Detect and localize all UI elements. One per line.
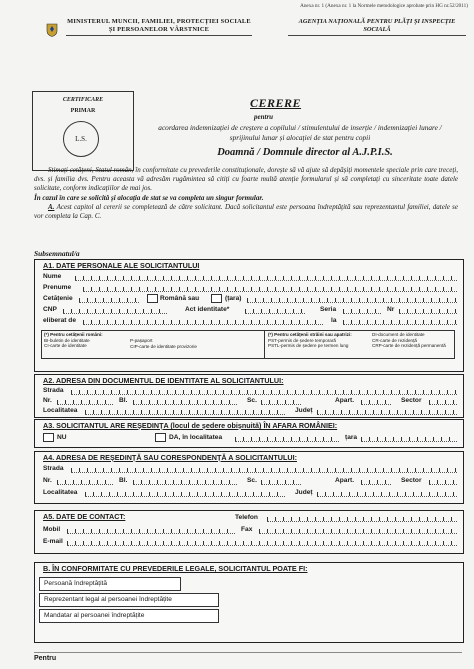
agency-header (288, 18, 466, 36)
option-persoana-label: Persoană îndreptățită (44, 580, 108, 587)
a4-localitatea-field[interactable] (85, 489, 285, 497)
legend-straini-title: (*) Pentru cetățenii străini sau apatrizi: (268, 332, 352, 337)
eliberat-data-field[interactable] (343, 317, 457, 325)
a2-strada-field[interactable] (71, 387, 457, 395)
form-title-pentru: pentru (254, 113, 274, 121)
ministry-name: MINISTERUL MUNCII, FAMILIEI, PROTECȚIEI SOCIALE ȘI PERSOANELOR VÂRSTNICE (67, 18, 251, 33)
legend-divider (264, 331, 265, 358)
section-a4-title: A4. ADRESA DE REȘEDINȚĂ SAU CORESPONDENȚĂ A SOLICITANTULUI: (43, 453, 297, 462)
cetatenie-label: Cetățenie (43, 295, 73, 302)
section-a1 (34, 259, 464, 372)
seria-label: Seria (320, 306, 337, 313)
legend-ci: CI-carte de identitate (44, 343, 87, 348)
nr-label: Nr (387, 306, 395, 313)
a4-strada-label: Strada (43, 465, 64, 472)
prenume-field[interactable] (83, 284, 457, 292)
form-title: CERERE (250, 96, 302, 110)
a2-judet-field[interactable] (317, 407, 457, 415)
option-reprezentant-box[interactable] (39, 593, 219, 607)
a3-da-label: DA, în localitatea (169, 434, 223, 441)
a4-apart-label: Apart. (335, 477, 355, 484)
section-b-title: B. ÎN CONFORMITATE CU PREVEDERILE LEGALE, SOLICITANTUL POATE FI: (43, 564, 308, 573)
act-identitate-field[interactable] (245, 306, 305, 314)
a4-judet-field[interactable] (317, 489, 457, 497)
eliberat-label: eliberat de (43, 317, 76, 324)
nume-field[interactable] (75, 273, 457, 281)
a2-localitatea-label: Localitatea (43, 407, 78, 414)
footer-pentru: Pentru (34, 652, 462, 662)
a2-apart-field[interactable] (361, 397, 391, 405)
legend-romani-title: (*) Pentru cetățenii români: (44, 332, 103, 337)
addressee: Doamnă / Domnule director al A.J.P.I.S. (217, 147, 393, 158)
option-mandatar-label: Mandatar al persoanei îndreptățite (44, 612, 145, 619)
legend-bi: BI-buletin de identitate (44, 337, 90, 343)
chapter-a-text: Acest capitol al cererii se completează de către solicitant. Dacă solicitantul este persoana îndreptățită sau reprezentantul familiei, datele se vor completa la Cap. C. (34, 202, 458, 221)
a3-tara-label: țara (345, 434, 358, 441)
telefon-field[interactable] (267, 514, 457, 522)
legend-di: DI-document de identitate (372, 332, 425, 337)
a4-localitatea-label: Localitatea (43, 489, 78, 496)
alta-tara-checkbox[interactable] (211, 294, 222, 303)
section-b (34, 562, 464, 643)
tara-label: (țara) (225, 295, 242, 302)
intro-chapter-a (34, 203, 458, 221)
form-purpose: acordarea indemnizației de creștere a copilului / stimulentului de inserție / indemnizației lunare / sprijinului lunar și alocației de stat pentru copii (158, 123, 442, 142)
a2-sector-label: Sector (401, 397, 422, 404)
seria-field[interactable] (343, 306, 381, 314)
header-rule (66, 35, 252, 36)
email-field[interactable] (67, 538, 457, 546)
certification-box (32, 91, 134, 171)
a2-judet-label: Județ (295, 407, 313, 414)
legend-pstl: PSTL-permis de ședere pe termen lung (268, 343, 349, 348)
legend-col-romani-2 (130, 338, 197, 349)
a4-strada-field[interactable] (71, 465, 457, 473)
intro-text (34, 166, 458, 221)
cnp-label: CNP (43, 306, 57, 313)
cnp-field[interactable] (63, 306, 167, 314)
intro-paragraph: Stimați cetățeni, Statul român, în conformitate cu prevederile constituționale, dorește să vă ajute să depășiți momentele speciale prin care treceți, dvs. și familia dvs. Pentru aceasta vă adresăm rugămintea să citiți cu foarte multă atenție formularul și să completați cu sinceritate toate datele solicitate, conform indicațiilor de mai jos. (34, 166, 458, 193)
email-label: E-mail (43, 538, 63, 545)
tara-field[interactable] (247, 295, 457, 303)
coat-of-arms-icon (46, 23, 58, 37)
intro-note: În cazul în care se solicită și alocația de stat se va completa un singur formular. (34, 193, 264, 202)
a4-bl-label: Bl. (119, 477, 128, 484)
a3-localitatea-field[interactable] (235, 434, 339, 442)
a2-apart-label: Apart. (335, 397, 355, 404)
fax-label: Fax (241, 526, 253, 533)
section-a1-title: A1. DATE PERSONALE ALE SOLICITANTULUI (43, 261, 200, 270)
certification-title: CERTIFICARE (62, 97, 104, 103)
a4-sc-field[interactable] (261, 477, 301, 485)
a2-nr-field[interactable] (57, 397, 113, 405)
seal-text: L.S. (75, 135, 87, 143)
legend-crp: CRP-carte de rezidență permanentă (372, 343, 446, 348)
a2-bl-label: Bl. (119, 397, 128, 404)
agency-name: AGENȚIA NAȚIONALĂ PENTRU PLĂȚI ȘI INSPECȚIE SOCIALĂ (298, 18, 456, 33)
legend-p: P-pașaport (130, 338, 153, 343)
legend-pst: PST-permis de ședere temporară (268, 337, 336, 343)
section-a3-title: A3. SOLICITANTUL ARE REȘEDINȚA (locul de ședere obișnuită) ÎN AFARA ROMÂNIEI: (43, 421, 338, 430)
a2-sector-field[interactable] (429, 397, 457, 405)
nr-field[interactable] (399, 306, 457, 314)
a2-nr-label: Nr. (43, 397, 52, 404)
la-label: la (331, 317, 337, 324)
header-rule-right (288, 35, 466, 36)
option-reprezentant-label: Reprezentant legal al persoanei îndreptățite (44, 596, 172, 603)
legend-cr: CR-carte de rezidență (372, 337, 417, 343)
document-type-legend (41, 330, 455, 359)
a2-sc-field[interactable] (261, 397, 301, 405)
mobil-label: Mobil (43, 526, 61, 533)
annex-note: Anexa nr. 1 (Anexa nr. 1 la Normele metodologice aprobate prin HG nr.52/2011) (300, 3, 468, 9)
romana-checkbox[interactable] (147, 294, 158, 303)
a4-sector-label: Sector (401, 477, 422, 484)
section-a2-title: A2. ADRESA DIN DOCUMENTUL DE IDENTITATE AL SOLICITANTULUI: (43, 376, 284, 385)
seal-circle (63, 121, 99, 157)
a4-sc-label: Sc. (247, 477, 257, 484)
a4-nr-field[interactable] (57, 477, 113, 485)
a3-nu-label: NU (57, 434, 67, 441)
legend-col-straini (268, 332, 352, 349)
prenume-label: Prenume (43, 284, 72, 291)
eliberat-field[interactable] (83, 317, 323, 325)
section-a2 (34, 374, 464, 418)
cetatenie-field[interactable] (79, 295, 139, 303)
a3-tara-field[interactable] (361, 434, 457, 442)
legend-col-romani (44, 332, 103, 349)
legend-col-straini-2 (372, 332, 446, 349)
telefon-label: Telefon (235, 514, 258, 521)
mobil-field[interactable] (67, 526, 235, 534)
legend-cip: CIP-carte de identitate provizorie (130, 343, 197, 349)
a4-judet-label: Județ (295, 489, 313, 496)
a4-sector-field[interactable] (429, 477, 457, 485)
a4-nr-label: Nr. (43, 477, 52, 484)
option-persoana-box[interactable] (39, 577, 181, 591)
a2-localitatea-field[interactable] (85, 407, 285, 415)
romana-label: Română sau (160, 295, 200, 302)
section-a5-title: A5. DATE DE CONTACT: (43, 512, 126, 521)
a2-sc-label: Sc. (247, 397, 257, 404)
act-identitate-label: Act identitate* (185, 306, 230, 313)
a2-bl-field[interactable] (133, 397, 237, 405)
a2-strada-label: Strada (43, 387, 64, 394)
chapter-a-marker: A. (48, 202, 55, 211)
a4-bl-field[interactable] (133, 477, 237, 485)
a3-da-checkbox[interactable] (155, 433, 166, 442)
section-a4 (34, 451, 464, 504)
certification-subtitle: PRIMAR (70, 108, 96, 114)
section-a5 (34, 510, 464, 554)
fax-field[interactable] (259, 526, 457, 534)
section-a3 (34, 419, 464, 448)
ministry-header (66, 18, 252, 36)
option-mandatar-box[interactable] (39, 609, 219, 623)
nume-label: Nume (43, 273, 62, 280)
subsemnat-label: Subsemnatul/a (34, 249, 80, 258)
a4-apart-field[interactable] (361, 477, 391, 485)
a3-nu-checkbox[interactable] (43, 433, 54, 442)
